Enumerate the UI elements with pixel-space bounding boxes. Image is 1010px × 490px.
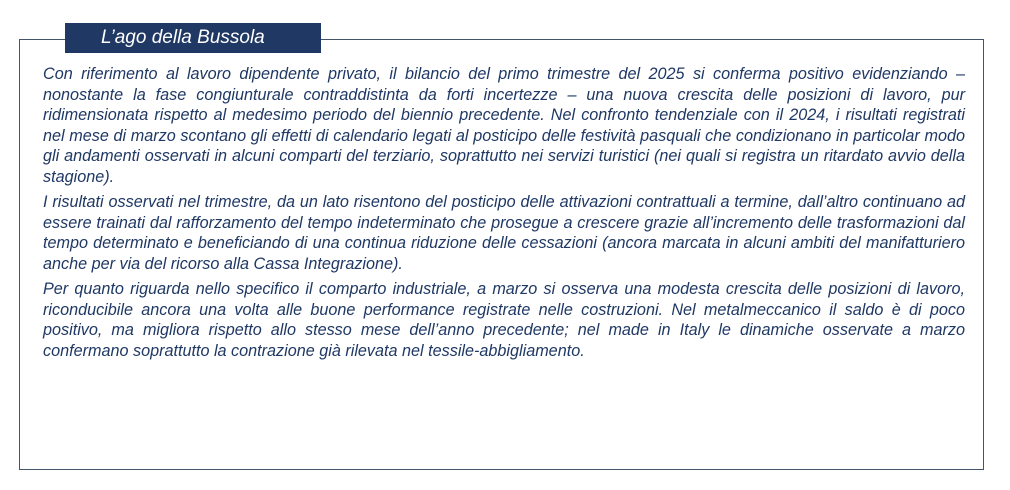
paragraph-3: Per quanto riguarda nello specifico il comparto industriale, a marzo si osserva una modesta crescita delle posizioni di lavoro, riconducibile ancora una volta alle buone performance registrate nelle costruzioni. Nel metalmeccanico il saldo è di poco positivo, ma migliora rispetto allo stesso mese dell’anno precedente; nel made in Italy le dinamiche osservate a marzo confermano soprattutto la contrazione già rilevata nel tessile-abbigliamento. xyxy=(43,280,965,360)
paragraph-1: Con riferimento al lavoro dipendente privato, il bilancio del primo trimestre del 2025 si conferma positivo evidenziando – nonostante la fase congiunturale contraddistinta da forti incertezze – una nuova crescita delle posizioni di lavoro, pur ridimensionata rispetto al medesimo periodo del biennio precedente. Nel confronto tendenziale con il 2024, i risultati registrati nel mese di marzo scontano gli effetti di calendario legati al posticipo delle festività pasquali che condizionano in particolar modo gli andamenti osservati in alcuni comparti del terziario, soprattutto nei servizi turistici (nei quali si registra un ritardato avvio della stagione). xyxy=(43,65,965,186)
box-content xyxy=(43,64,965,366)
box-title: L’ago della Bussola xyxy=(65,23,321,53)
paragraph-2: I risultati osservati nel trimestre, da un lato risentono del posticipo delle attivazioni contrattuali a termine, dall’altro continuano ad essere trainati dal rafforzamento del tempo indeterminato che prosegue a crescere grazie all’incremento delle trasformazioni dal tempo determinato e beneficiando di una continua riduzione delle cessazioni (ancora marcata in alcuni ambiti del manifatturiero anche per via del ricorso alla Cassa Integrazione). xyxy=(43,193,965,273)
